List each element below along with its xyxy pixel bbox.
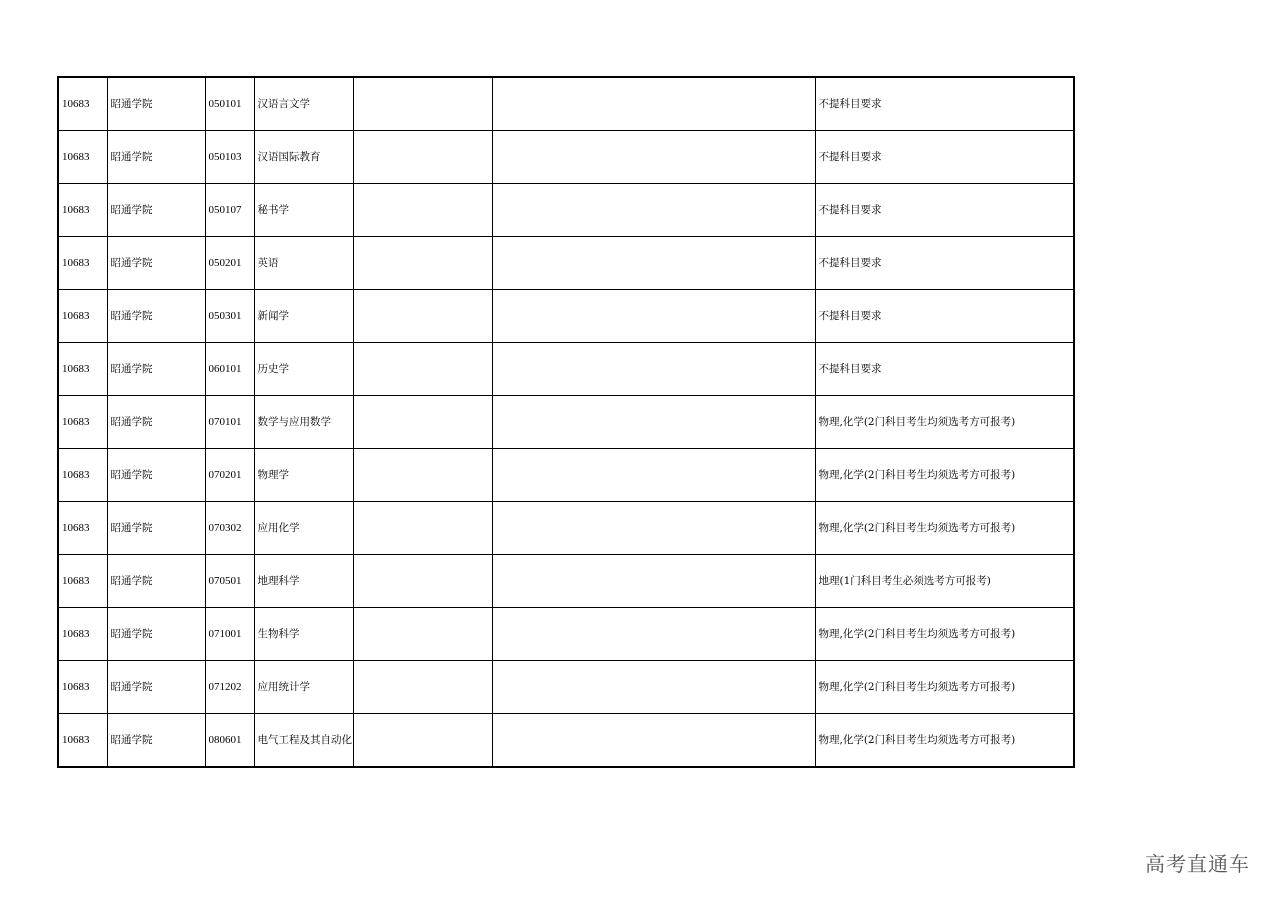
table-row bbox=[58, 237, 1074, 290]
school-name-cell: 昭通学院 bbox=[107, 502, 205, 555]
school-name-cell: 昭通学院 bbox=[107, 343, 205, 396]
school-name-cell: 昭通学院 bbox=[107, 449, 205, 502]
blank-cell bbox=[353, 343, 492, 396]
watermark-text: 高考直通车 bbox=[1145, 852, 1250, 876]
major-code-cell: 070302 bbox=[205, 502, 254, 555]
blank-cell bbox=[492, 131, 815, 184]
school-name-cell: 昭通学院 bbox=[107, 184, 205, 237]
blank-cell bbox=[492, 237, 815, 290]
blank-cell bbox=[353, 396, 492, 449]
table-row bbox=[58, 608, 1074, 661]
blank-cell bbox=[353, 502, 492, 555]
major-name-cell: 应用化学 bbox=[254, 502, 353, 555]
school-code-cell: 10683 bbox=[58, 502, 107, 555]
table-body bbox=[58, 77, 1074, 767]
subject-requirement-cell: 不提科目要求 bbox=[815, 131, 1074, 184]
major-name-cell: 地理科学 bbox=[254, 555, 353, 608]
table-row bbox=[58, 396, 1074, 449]
blank-cell bbox=[492, 502, 815, 555]
major-code-cell: 070501 bbox=[205, 555, 254, 608]
blank-cell bbox=[492, 77, 815, 131]
blank-cell bbox=[353, 661, 492, 714]
major-code-cell: 071001 bbox=[205, 608, 254, 661]
subject-requirement-cell: 物理,化学(2门科目考生均须选考方可报考) bbox=[815, 661, 1074, 714]
major-name-cell: 汉语国际教育 bbox=[254, 131, 353, 184]
blank-cell bbox=[492, 555, 815, 608]
table-row bbox=[58, 449, 1074, 502]
major-name-cell: 生物科学 bbox=[254, 608, 353, 661]
major-name-cell: 新闻学 bbox=[254, 290, 353, 343]
table-row bbox=[58, 714, 1074, 768]
major-code-cell: 070201 bbox=[205, 449, 254, 502]
table-row bbox=[58, 77, 1074, 131]
subject-requirement-cell: 不提科目要求 bbox=[815, 184, 1074, 237]
school-code-cell: 10683 bbox=[58, 608, 107, 661]
school-code-cell: 10683 bbox=[58, 449, 107, 502]
school-code-cell: 10683 bbox=[58, 131, 107, 184]
major-code-cell: 060101 bbox=[205, 343, 254, 396]
blank-cell bbox=[492, 343, 815, 396]
subject-requirement-cell: 地理(1门科目考生必须选考方可报考) bbox=[815, 555, 1074, 608]
blank-cell bbox=[492, 449, 815, 502]
blank-cell bbox=[492, 290, 815, 343]
school-code-cell: 10683 bbox=[58, 396, 107, 449]
major-code-cell: 070101 bbox=[205, 396, 254, 449]
school-code-cell: 10683 bbox=[58, 237, 107, 290]
school-name-cell: 昭通学院 bbox=[107, 131, 205, 184]
table-row bbox=[58, 502, 1074, 555]
table-row bbox=[58, 555, 1074, 608]
subject-requirement-cell: 物理,化学(2门科目考生均须选考方可报考) bbox=[815, 396, 1074, 449]
major-name-cell: 秘书学 bbox=[254, 184, 353, 237]
blank-cell bbox=[353, 184, 492, 237]
blank-cell bbox=[492, 396, 815, 449]
major-name-cell: 应用统计学 bbox=[254, 661, 353, 714]
blank-cell bbox=[353, 555, 492, 608]
school-code-cell: 10683 bbox=[58, 661, 107, 714]
major-code-cell: 050201 bbox=[205, 237, 254, 290]
table-row bbox=[58, 290, 1074, 343]
blank-cell bbox=[353, 608, 492, 661]
school-name-cell: 昭通学院 bbox=[107, 237, 205, 290]
school-code-cell: 10683 bbox=[58, 290, 107, 343]
blank-cell bbox=[492, 661, 815, 714]
blank-cell bbox=[492, 184, 815, 237]
blank-cell bbox=[353, 714, 492, 768]
blank-cell bbox=[353, 77, 492, 131]
subject-requirement-cell: 不提科目要求 bbox=[815, 77, 1074, 131]
blank-cell bbox=[353, 131, 492, 184]
table-row bbox=[58, 343, 1074, 396]
table-row bbox=[58, 661, 1074, 714]
subject-requirement-cell: 不提科目要求 bbox=[815, 290, 1074, 343]
school-code-cell: 10683 bbox=[58, 555, 107, 608]
subject-requirement-cell: 物理,化学(2门科目考生均须选考方可报考) bbox=[815, 608, 1074, 661]
school-code-cell: 10683 bbox=[58, 343, 107, 396]
major-name-cell: 英语 bbox=[254, 237, 353, 290]
blank-cell bbox=[492, 714, 815, 768]
school-code-cell: 10683 bbox=[58, 184, 107, 237]
major-code-cell: 050101 bbox=[205, 77, 254, 131]
major-name-cell: 历史学 bbox=[254, 343, 353, 396]
school-name-cell: 昭通学院 bbox=[107, 290, 205, 343]
table-row bbox=[58, 131, 1074, 184]
subject-requirement-cell: 物理,化学(2门科目考生均须选考方可报考) bbox=[815, 449, 1074, 502]
blank-cell bbox=[492, 608, 815, 661]
school-name-cell: 昭通学院 bbox=[107, 555, 205, 608]
major-name-cell: 物理学 bbox=[254, 449, 353, 502]
major-code-cell: 071202 bbox=[205, 661, 254, 714]
subject-requirement-cell: 物理,化学(2门科目考生均须选考方可报考) bbox=[815, 714, 1074, 768]
subject-requirement-cell: 不提科目要求 bbox=[815, 343, 1074, 396]
major-code-cell: 050107 bbox=[205, 184, 254, 237]
school-name-cell: 昭通学院 bbox=[107, 77, 205, 131]
major-code-cell: 050301 bbox=[205, 290, 254, 343]
table-row bbox=[58, 184, 1074, 237]
school-name-cell: 昭通学院 bbox=[107, 661, 205, 714]
school-name-cell: 昭通学院 bbox=[107, 608, 205, 661]
blank-cell bbox=[353, 237, 492, 290]
school-code-cell: 10683 bbox=[58, 714, 107, 768]
blank-cell bbox=[353, 290, 492, 343]
subject-requirement-cell: 不提科目要求 bbox=[815, 237, 1074, 290]
blank-cell bbox=[353, 449, 492, 502]
subject-requirement-cell: 物理,化学(2门科目考生均须选考方可报考) bbox=[815, 502, 1074, 555]
school-code-cell: 10683 bbox=[58, 77, 107, 131]
school-name-cell: 昭通学院 bbox=[107, 396, 205, 449]
major-code-cell: 050103 bbox=[205, 131, 254, 184]
major-name-cell: 数学与应用数学 bbox=[254, 396, 353, 449]
school-name-cell: 昭通学院 bbox=[107, 714, 205, 768]
requirements-table bbox=[57, 76, 1075, 768]
major-code-cell: 080601 bbox=[205, 714, 254, 768]
major-name-cell: 汉语言文学 bbox=[254, 77, 353, 131]
major-name-cell: 电气工程及其自动化 bbox=[254, 714, 353, 768]
